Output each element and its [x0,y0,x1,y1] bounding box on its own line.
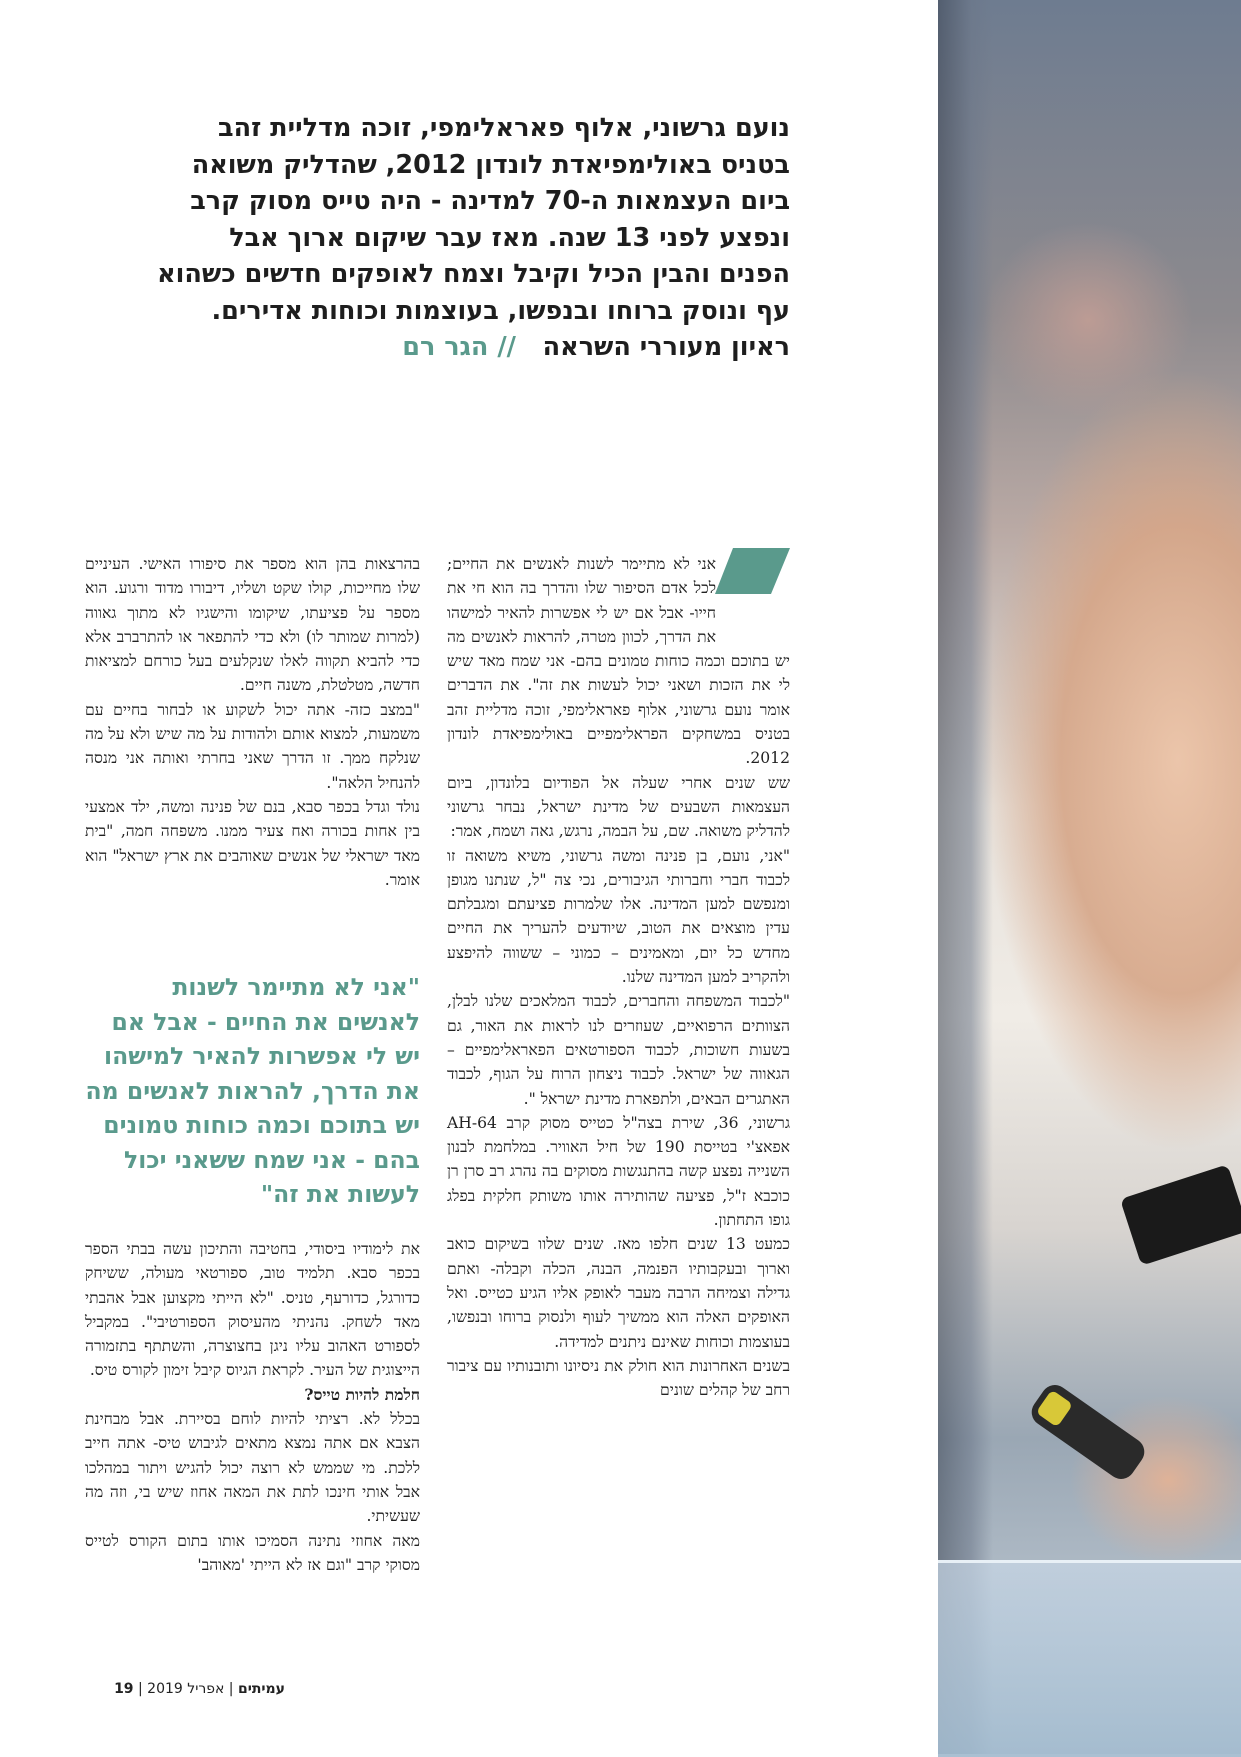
page-number: 19 [114,1681,134,1697]
page-footer [85,1681,285,1697]
pull-quote: "אני לא מתיימר לשנות לאנשים את החיים - אבל אם יש לי אפשרות להאיר למישהו את הדרך, להראות לאנשים מה יש בתוכם וכמה כוחות טמונים בהם - אני שמח ששאני יכול לעשות את זה" [85,973,420,1208]
issue-date: אפריל 2019 [147,1681,225,1697]
article-column-left-top [85,552,420,892]
photo-microphone [1026,1380,1150,1485]
magazine-name: עמיתים [237,1681,285,1697]
footer-separator: | [133,1681,143,1697]
paragraph: אני לא מתיימר לשנות לאנשים את החיים; לכל אדם הסיפור שלו והדרך בה הוא חי את חייו- אבל אם יש לי אפשרות להאיר למישהו את הדרך, לכוון מטרה, להראות לאנשים מה יש בתוכם וכמה כוחות טמונים בהם- אני שמח מאד שיש לי את הזכות ושאני יכול לעשות את זה". את הדברים אומר נועם גרשוני, אלוף פאראלימפי, זוכה מדליית זהב בטניס במשחקים הפראלימפיים באולימפיאדת לונדון 2012. [447,555,790,768]
photo-wristband [1120,1164,1241,1265]
article-headline [150,110,790,366]
article-column-right [447,552,790,1402]
headline-author: // הגר רם [402,332,516,362]
paragraph: כמעט 13 שנים חלפו מאז. שנים שלוו בשיקום כואב וארוך ובעקבותיו הפנמה, הבנה, הכלה וקבלה- ואתם גדילה וצמיחה הרבה מעבר לאופק אליו הגיע כטייס. ואל האופקים האלה הוא ממשיך לעוף ולנסוק ברוחו ובנפשו, בעוצמות וכוחות שאינם ניתנים למדידה. [447,1235,790,1351]
headline-credit: ראיון מעוררי השראה [542,332,790,362]
speaker-photo [938,0,1241,1754]
article-column-left-bottom [85,1237,420,1577]
paragraph: "לכבוד המשפחה והחברים, לכבוד המלאכים שלנו לבלן, הצוותים הרפואיים, שעוזרים לנו לראות את האור, גם בשעות חשוכות, לכבוד הספורטאים הפאראלימפיים – הגאווה של ישראל. לכבוד ניצחון הרוח על הגוף, לכבוד האתגרים הבאים, ולתפארת מדינת ישראל ". [447,992,790,1108]
interview-question: חלמת להיות טייס? [304,1384,420,1404]
photo-podium [938,1560,1241,1757]
paragraph: נולד וגדל בכפר סבא, בנם של פנינה ומשה, ילד אמצעי בין אחות בכורה ואח צעיר ממנו. משפחה חמה, "בית מאד ישראלי של אנשים שאוהבים את ארץ ישראל" הוא אומר. [85,797,420,889]
paragraph: בשנים האחרונות הוא חולק את ניסיונו ותובנותיו עם ציבור רחב של קהלים שונים [447,1356,790,1400]
paragraph: "אני, נועם, בן פנינה ומשה גרשוני, משיא משואה זו לכבוד חברי וחברותי הגיבורים, נכי צה "ל, שנתנו מגופן ומנפשם למען המדינה. אלו שלמרות פציעתם ומגבלתם עדין מוצאים את הטוב, שיודעים להעריך את החיים מחדש כל יום, ומאמינים – כמוני – ששווה להיפצע ולהקריב למען המדינה שלנו. [447,846,790,987]
photo-background-pillar [938,0,993,1754]
paragraph: שש שנים אחרי שעלה אל הפודיום בלונדון, ביום העצמאות השבעים של מדינת ישראל, נבחר גרשוני להדליק משואה. שם, על הבמה, נרגש, גאה ושמח, אמר: [447,773,790,841]
paragraph: בכלל לא. רציתי להיות לוחם בסיירת. אבל מבחינת הצבא אם אתה נמצא מתאים לגיבוש טיס- אתה חייב ללכת. מי שממש לא רוצה יכול להגיש ויתור במהלכו אבל אותי חינכו לתת את המאה אחוז שיש בי, וזה מה שעשיתי. [85,1410,420,1526]
paragraph: בהרצאות בהן הוא מספר את סיפורו האישי. העיניים שלו מחייכות, קולו שקט ושליו, דיבורו מדוד ורגוע. הוא מספר על פציעתו, שיקומו והישגיו לא מתוך גאווה (למרות שמותר לו) ולא כדי להתפאר או להתרברב אלא כדי להביא תקווה לאלו שנקלעים בעל כורחם למציאות חדשה, מטלטלת, משנה חיים. [85,555,420,695]
footer-separator: | [224,1681,234,1697]
paragraph: את לימודיו ביסודי, בחטיבה והתיכון עשה בבתי הספר בכפר סבא. תלמיד טוב, ספורטאי מעולה, ששיחק כדורגל, כדורעף, טניס. "לא הייתי מקצוען אבל אהבתי מאד לשחק. נהניתי מהעיסוק הספורטיבי". במקביל לספורט האהוב עליו ניגן בחצוצרה, והשתתף בתזמורה הייצוגית של העיר. לקראת הגיוס קיבל זימון לקורס טיס. [85,1240,420,1380]
headline-text: נועם גרשוני, אלוף פאראלימפי, זוכה מדליית זהב בטניס באולימפיאדת לונדון 2012, שהדליק משואה ביום העצמאות ה-70 למדינה - היה טייס מסוק קרב ונפצע לפני 13 שנה. מאז עבר שיקום ארוך אבל הפנים והבין הכיל וקיבל וצמח לאופקים חדשים כשהוא עף ונוסק ברוחו ובנפשו, בעוצמות וכוחות אדירים. [157,113,790,326]
paragraph: מאה אחוזי נתינה הסמיכו אותו בתום הקורס לטייס מסוקי קרב "וגם אז לא הייתי 'מאוהב' [85,1531,420,1574]
paragraph: גרשוני, 36, שירת בצה"ל כטייס מסוק קרב AH-64 אפאצ'י בטייסת 190 של חיל האוויר. במלחמת לבנון השנייה נפצע קשה בהתנגשות מסוקים בה נהרג רב סרן רן כוכבא ז"ל, פציעה שהותירה אותו משותק חלקית בפלג גופו התחתון. [447,1113,790,1230]
paragraph: "במצב כזה- אתה יכול לשקוע או לבחור בחיים עם משמעות, למצוא אותם ולהודות על מה שיש ולא על מה שנלקח ממך. זו הדרך שאני בחרתי ואותה אני מנסה להנחיל הלאה". [85,700,420,792]
headline-credit-line [150,329,790,366]
